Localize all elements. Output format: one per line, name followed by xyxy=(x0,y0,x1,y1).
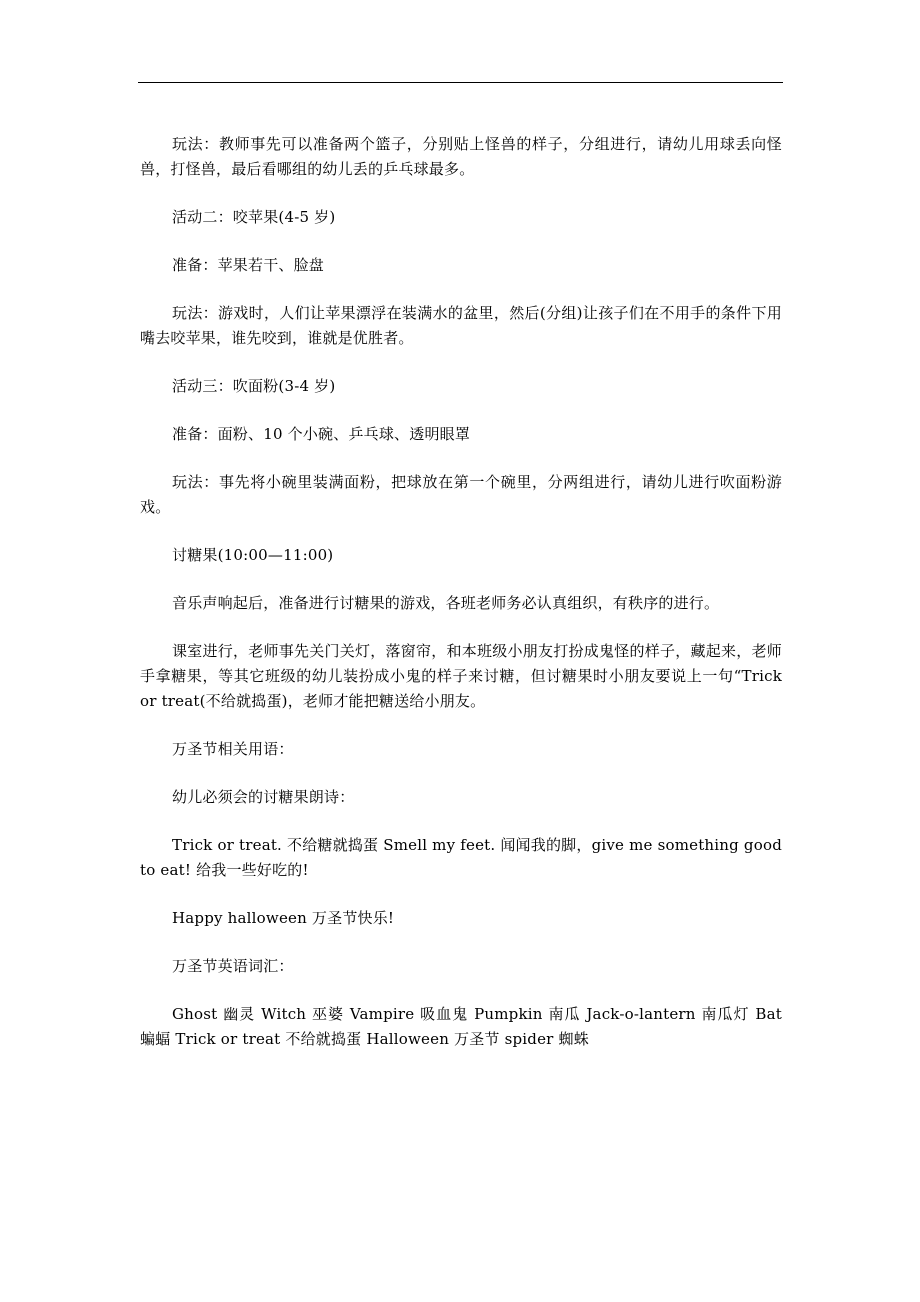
paragraph-classroom-procedure: 课室进行，老师事先关门关灯，落窗帘，和本班级小朋友打扮成鬼怪的样子，藏起来，老师手拿糖果，等其它班级的幼儿装扮成小鬼的样子来讨糖，但讨糖果时小朋友要说上一句“Trick or treat(不给就捣蛋)，老师才能把糖送给小朋友。 xyxy=(140,642,782,710)
header-rule xyxy=(138,82,783,83)
paragraph-trick-or-treat-title: 讨糖果(10:00—11:00) xyxy=(172,546,334,564)
paragraph-music-start: 音乐声响起后，准备进行讨糖果的游戏，各班老师务必认真组织，有秩序的进行。 xyxy=(172,594,720,612)
paragraph-activity-three-prep: 准备：面粉、10 个小碗、乒乓球、透明眼罩 xyxy=(172,425,471,443)
paragraph-rhyme-heading: 幼儿必须会的讨糖果朗诗： xyxy=(172,788,355,806)
paragraph-activity-three-title: 活动三：吹面粉(3-4 岁) xyxy=(172,377,336,395)
paragraph-activity-two-rules: 玩法：游戏时，人们让苹果漂浮在装满水的盆里，然后(分组)让孩子们在不用手的条件下用嘴去咬苹果，谁先咬到，谁就是优胜者。 xyxy=(140,304,782,347)
paragraph-activity-two-prep: 准备：苹果若干、脸盘 xyxy=(172,256,325,274)
paragraph-activity-three-rules: 玩法：事先将小碗里装满面粉，把球放在第一个碗里，分两组进行，请幼儿进行吹面粉游戏。 xyxy=(140,473,782,516)
paragraph-happy-halloween: Happy halloween 万圣节快乐! xyxy=(172,909,395,927)
paragraph-vocabulary-heading: 万圣节英语词汇： xyxy=(172,957,294,975)
document-body xyxy=(140,132,782,1075)
paragraph-vocabulary-list: Ghost 幽灵 Witch 巫婆 Vampire 吸血鬼 Pumpkin 南瓜 Jack-o-lantern 南瓜灯 Bat 蝙蝠 Trick or treat 不给就捣蛋 Halloween 万圣节 spider 蜘蛛 xyxy=(140,1005,782,1048)
paragraph-game-rules-1: 玩法：教师事先可以准备两个篮子，分别贴上怪兽的样子，分组进行，请幼儿用球丢向怪兽，打怪兽，最后看哪组的幼儿丢的乒乓球最多。 xyxy=(140,135,782,178)
paragraph-activity-two-title: 活动二：咬苹果(4-5 岁) xyxy=(172,208,336,226)
paragraph-halloween-phrases-heading: 万圣节相关用语： xyxy=(172,740,294,758)
paragraph-rhyme-text: Trick or treat. 不给糖就捣蛋 Smell my feet. 闻闻我的脚，give me something good to eat! 给我一些好吃的! xyxy=(140,836,782,879)
